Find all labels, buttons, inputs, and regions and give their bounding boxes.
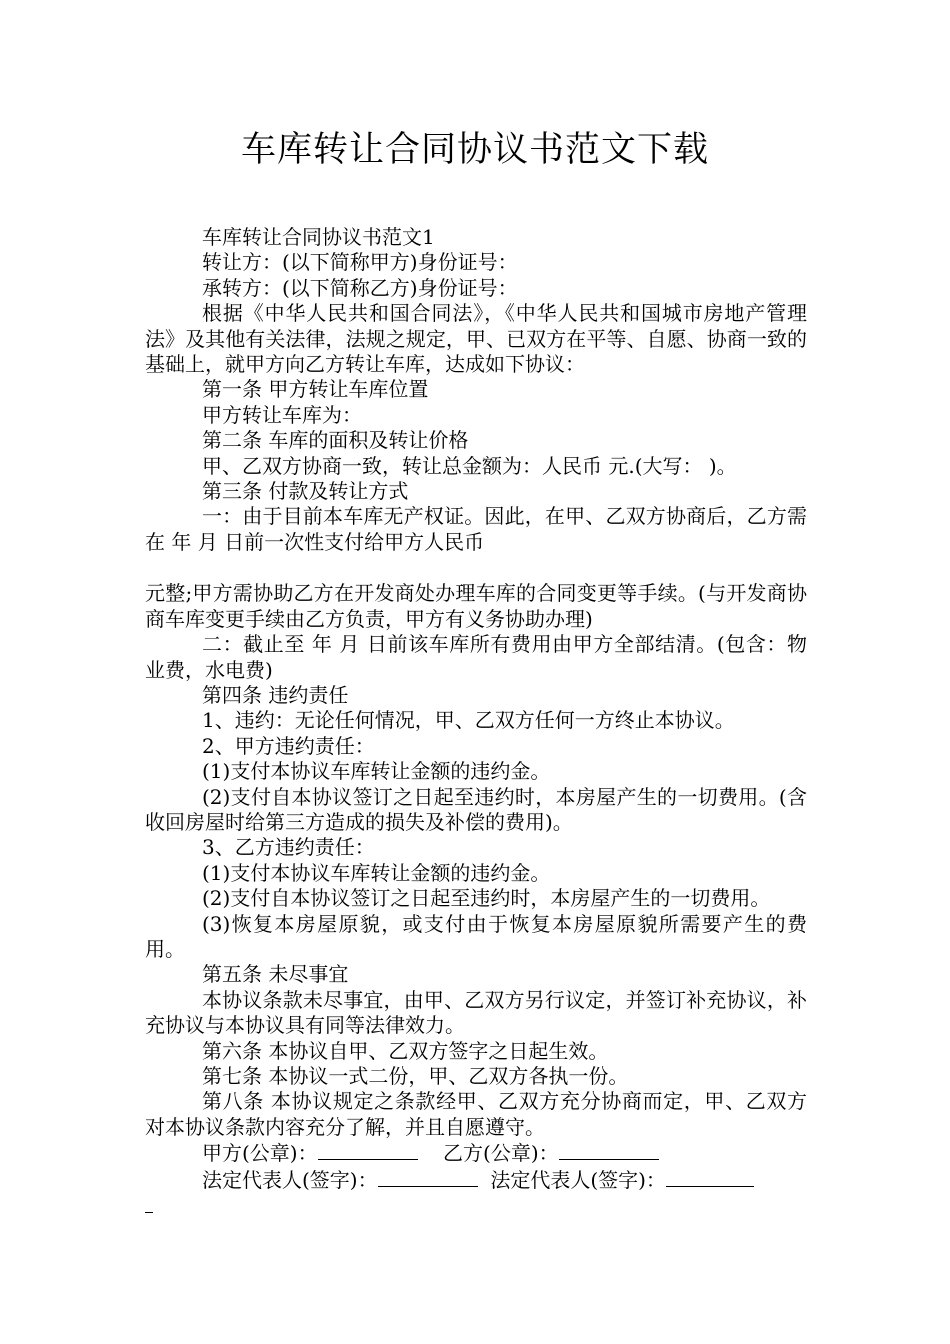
- party-a-seal-label: 甲方(公章)：: [202, 1141, 318, 1166]
- article-2-heading: 第二条 车库的面积及转让价格: [202, 428, 469, 453]
- article-4-item-2-1: (1)支付本协议车库转让金额的违约金。: [202, 759, 551, 784]
- trailing-blank-line: [145, 1193, 807, 1219]
- article-7: 第七条 本协议一式二份，甲、乙双方各执一份。: [202, 1064, 629, 1088]
- document-body: [145, 225, 807, 1219]
- trailing-blank: [145, 1193, 153, 1213]
- document-title: 车库转让合同协议书范文下载: [240, 130, 709, 170]
- rep-a-label: 法定代表人(签字)：: [202, 1167, 378, 1192]
- article-4-item-2: 2、甲方违约责任：: [202, 733, 375, 758]
- article-4-item-3-3: (3)恢复本房屋原貌，或支付由于恢复本房屋原貌所需要产生的费用。: [145, 911, 807, 961]
- article-3-heading: 第三条 付款及转让方式: [202, 479, 409, 504]
- article-5-text: 本协议条款未尽事宜，由甲、乙双方另行议定，并签订补充协议，补充协议与本协议具有同等法律效力。: [145, 987, 807, 1038]
- article-4-item-3-1: (1)支付本协议车库转让金额的违约金。: [202, 860, 551, 885]
- rep-b-blank: [666, 1167, 754, 1187]
- article-8: 第八条 本协议规定之条款经甲、乙双方充分协商而定，甲、乙双方对本协议条款内容充分了解，并且自愿遵守。: [145, 1089, 807, 1139]
- article-2-text: 甲、乙双方协商一致，转让总金额为：人民币 元.(大写： )。: [202, 453, 737, 478]
- article-4-item-2-2: (2)支付自本协议签订之日起至违约时，本房屋产生的一切费用。(含收回房屋时给第三方造成的损失及补偿的费用)。: [145, 784, 807, 834]
- party-b-seal-blank: [559, 1140, 659, 1160]
- paragraph-legal-basis: 根据《中华人民共和国合同法》，《中华人民共和国城市房地产管理法》及其他有关法律，法规之规定，甲、已双方在平等、自愿、协商一致的基础上，就甲方向乙方转让车库，达成如下协议：: [145, 301, 807, 377]
- article-3-clause-1: 一：由于目前本车库无产权证。因此，在甲、乙双方协商后，乙方需在 年 月 日前一次性支付给甲方人民币: [145, 504, 807, 554]
- paragraph-sample-heading: 车库转让合同协议书范文1: [202, 225, 435, 249]
- rep-b-label: 法定代表人(签字)：: [490, 1167, 666, 1192]
- article-4-item-3-2: (2)支付自本协议签订之日起至违约时，本房屋产生的一切费用。: [202, 886, 771, 911]
- rep-a-blank: [378, 1167, 478, 1187]
- article-3-clause-2: 二：截止至 年 月 日前该车库所有费用由甲方全部结清。(包含：物业费，水电费): [145, 632, 807, 682]
- article-5-heading: 第五条 未尽事宜: [202, 962, 349, 987]
- article-4-item-3: 3、乙方违约责任：: [202, 835, 375, 860]
- paragraph-transferor: 转让方：(以下简称甲方)身份证号：: [202, 250, 518, 275]
- article-1-heading: 第一条 甲方转让车库位置: [202, 377, 429, 402]
- party-b-seal-label: 乙方(公章)：: [443, 1141, 559, 1166]
- paragraph-transferee: 承转方：(以下简称乙方)身份证号：: [202, 275, 518, 300]
- article-6: 第六条 本协议自甲、乙双方签字之日起生效。: [202, 1038, 609, 1063]
- representative-line: [145, 1167, 807, 1193]
- article-4-heading: 第四条 违约责任: [202, 682, 349, 707]
- party-a-seal-blank: [318, 1140, 418, 1160]
- paragraph-gap: [145, 555, 807, 581]
- seal-line: [145, 1140, 807, 1166]
- article-4-item-1: 1、违约：无论任何情况，甲、乙双方任何一方终止本协议。: [202, 708, 735, 733]
- article-3-clause-1-cont: 元整;甲方需协助乙方在开发商处办理车库的合同变更等手续。(与开发商协商车库变更手续由乙方负责，甲方有义务协助办理): [145, 581, 807, 631]
- article-1-text: 甲方转让车库为：: [202, 402, 362, 427]
